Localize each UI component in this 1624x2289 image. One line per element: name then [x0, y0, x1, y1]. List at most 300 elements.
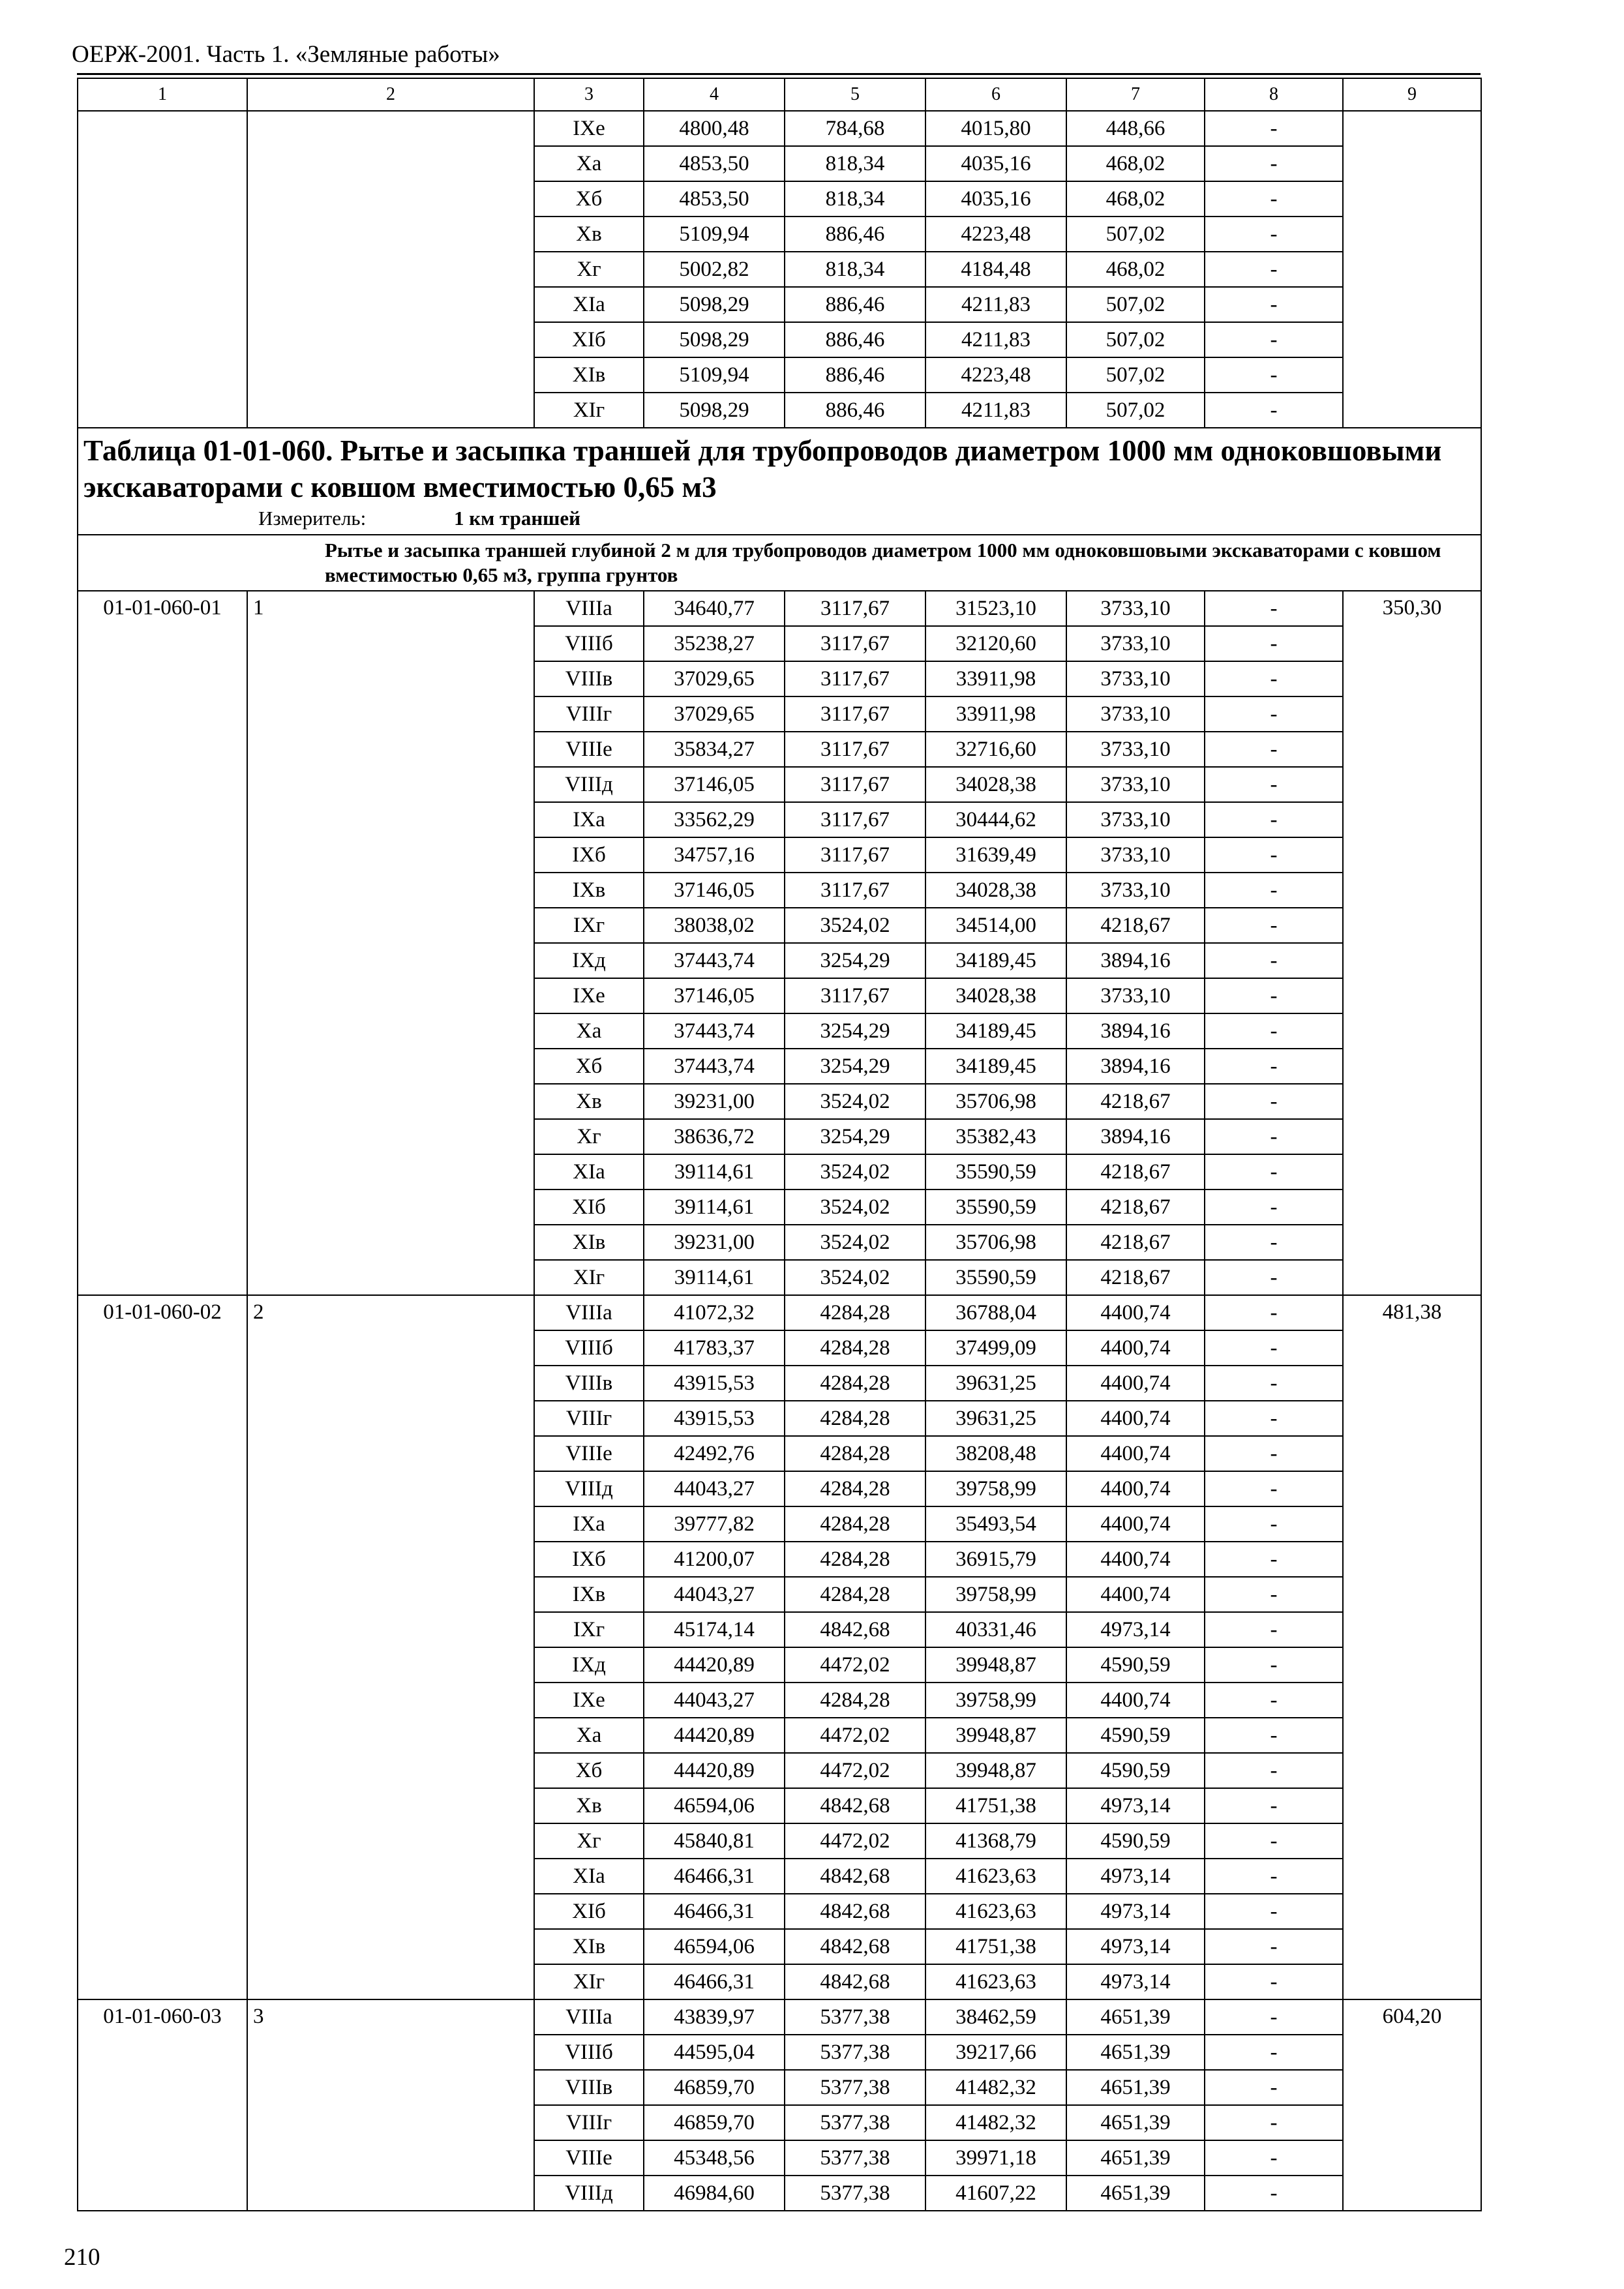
labor-cell	[1343, 111, 1481, 428]
column-number-cell: 7	[1066, 78, 1205, 111]
total-cost-cell: 46984,60	[644, 2176, 785, 2211]
machines-cell: 32716,60	[925, 732, 1066, 767]
materials-cell: -	[1205, 181, 1343, 217]
soil-group-cell: Xг	[534, 1119, 644, 1154]
labor-cell: 350,30	[1343, 591, 1481, 1295]
machines-cell: 33911,98	[925, 661, 1066, 696]
wages-cell: 3524,02	[785, 1084, 925, 1119]
total-cost-cell: 46466,31	[644, 1894, 785, 1929]
wages-cell: 5377,38	[785, 2176, 925, 2211]
materials-cell: -	[1205, 357, 1343, 393]
machinist-wages-cell: 507,02	[1066, 322, 1205, 357]
wages-cell: 4284,28	[785, 1401, 925, 1436]
materials-cell: -	[1205, 2105, 1343, 2140]
machines-cell: 35590,59	[925, 1189, 1066, 1225]
total-cost-cell: 44043,27	[644, 1683, 785, 1718]
machines-cell: 34028,38	[925, 767, 1066, 802]
wages-cell: 4472,02	[785, 1718, 925, 1753]
soil-group-cell: VIIIа	[534, 1999, 644, 2035]
machinist-wages-cell: 4400,74	[1066, 1401, 1205, 1436]
machinist-wages-cell: 3733,10	[1066, 767, 1205, 802]
total-cost-cell: 41200,07	[644, 1542, 785, 1577]
machinist-wages-cell: 3894,16	[1066, 1119, 1205, 1154]
wages-cell: 3254,29	[785, 1049, 925, 1084]
soil-group-cell: VIIIв	[534, 661, 644, 696]
materials-cell: -	[1205, 1542, 1343, 1577]
machinist-wages-cell: 507,02	[1066, 393, 1205, 428]
soil-group-cell: VIIIв	[534, 2070, 644, 2105]
total-cost-cell: 44420,89	[644, 1647, 785, 1683]
total-cost-cell: 43915,53	[644, 1401, 785, 1436]
column-number-cell: 6	[925, 78, 1066, 111]
machinist-wages-cell: 4400,74	[1066, 1436, 1205, 1471]
soil-group-cell: VIIIб	[534, 2035, 644, 2070]
table-title: Таблица 01-01-060. Рытье и засыпка траншей для трубопроводов диаметром 1000 мм одноковшовыми экскаваторами с ковшом вместимостью 0,65 м3	[83, 434, 1442, 503]
machines-cell: 39948,87	[925, 1647, 1066, 1683]
machinist-wages-cell: 3894,16	[1066, 1013, 1205, 1049]
materials-cell: -	[1205, 1506, 1343, 1542]
total-cost-cell: 5109,94	[644, 217, 785, 252]
materials-cell: -	[1205, 322, 1343, 357]
machinist-wages-cell: 4400,74	[1066, 1471, 1205, 1506]
wages-cell: 4842,68	[785, 1788, 925, 1823]
machinist-wages-cell: 4218,67	[1066, 1225, 1205, 1260]
wages-cell: 784,68	[785, 111, 925, 146]
machines-cell: 4035,16	[925, 146, 1066, 181]
column-number-cell: 3	[534, 78, 644, 111]
machinist-wages-cell: 3733,10	[1066, 837, 1205, 873]
machinist-wages-cell: 4400,74	[1066, 1683, 1205, 1718]
materials-cell: -	[1205, 1119, 1343, 1154]
column-number-cell: 9	[1343, 78, 1481, 111]
materials-cell: -	[1205, 1401, 1343, 1436]
machines-cell: 41623,63	[925, 1859, 1066, 1894]
machinist-wages-cell: 4973,14	[1066, 1859, 1205, 1894]
total-cost-cell: 35238,27	[644, 626, 785, 661]
machinist-wages-cell: 4590,59	[1066, 1823, 1205, 1859]
machinist-wages-cell: 4218,67	[1066, 908, 1205, 943]
total-cost-cell: 46859,70	[644, 2105, 785, 2140]
materials-cell: -	[1205, 978, 1343, 1013]
unit-line	[258, 505, 1475, 534]
machines-cell: 36915,79	[925, 1542, 1066, 1577]
total-cost-cell: 37146,05	[644, 767, 785, 802]
materials-cell: -	[1205, 767, 1343, 802]
materials-cell: -	[1205, 1788, 1343, 1823]
soil-group-cell: VIIIе	[534, 1436, 644, 1471]
soil-group-cell: XIб	[534, 322, 644, 357]
wages-cell: 818,34	[785, 146, 925, 181]
table-row	[78, 1295, 1481, 1330]
soil-group-cell: Xб	[534, 1753, 644, 1788]
wages-cell: 3117,67	[785, 591, 925, 626]
wages-cell: 4472,02	[785, 1823, 925, 1859]
materials-cell: -	[1205, 1859, 1343, 1894]
machines-cell: 39631,25	[925, 1401, 1066, 1436]
soil-group-cell: VIIIв	[534, 1366, 644, 1401]
total-cost-cell: 34640,77	[644, 591, 785, 626]
soil-group-cell: IXе	[534, 111, 644, 146]
wages-cell: 886,46	[785, 393, 925, 428]
soil-group-cell: VIIIд	[534, 2176, 644, 2211]
wages-cell: 3117,67	[785, 767, 925, 802]
materials-cell: -	[1205, 1823, 1343, 1859]
machines-cell: 39948,87	[925, 1718, 1066, 1753]
total-cost-cell: 33562,29	[644, 802, 785, 837]
column-number-cell: 1	[78, 78, 247, 111]
wages-cell: 4842,68	[785, 1894, 925, 1929]
wages-cell: 3254,29	[785, 943, 925, 978]
soil-group-cell: VIIIб	[534, 1330, 644, 1366]
machines-cell: 41368,79	[925, 1823, 1066, 1859]
machinist-wages-cell: 3894,16	[1066, 943, 1205, 978]
total-cost-cell: 46466,31	[644, 1859, 785, 1894]
wages-cell: 3524,02	[785, 1260, 925, 1295]
subheader-row	[78, 535, 1481, 591]
column-number-row	[78, 78, 1481, 111]
machines-cell: 4211,83	[925, 393, 1066, 428]
materials-cell: -	[1205, 1647, 1343, 1683]
wages-cell: 4842,68	[785, 1964, 925, 1999]
machines-cell: 31523,10	[925, 591, 1066, 626]
total-cost-cell: 37146,05	[644, 978, 785, 1013]
subheader-cell: Рытье и засыпка траншей глубиной 2 м для трубопроводов диаметром 1000 мм одноковшовыми экскаваторами с ковшом вместимостью 0,65 м3, группа грунтов	[78, 535, 1481, 591]
wages-cell: 818,34	[785, 181, 925, 217]
machines-cell: 38462,59	[925, 1999, 1066, 2035]
machines-cell: 4035,16	[925, 181, 1066, 217]
wages-cell: 4842,68	[785, 1929, 925, 1964]
materials-cell: -	[1205, 217, 1343, 252]
total-cost-cell: 4853,50	[644, 181, 785, 217]
machines-cell: 35706,98	[925, 1225, 1066, 1260]
wages-cell: 4284,28	[785, 1506, 925, 1542]
unit-value: 1 км траншей	[454, 507, 580, 530]
materials-cell: -	[1205, 1894, 1343, 1929]
machinist-wages-cell: 4400,74	[1066, 1295, 1205, 1330]
soil-group-cell: VIIIд	[534, 1471, 644, 1506]
wages-cell: 3524,02	[785, 1189, 925, 1225]
soil-group-cell: XIг	[534, 1260, 644, 1295]
total-cost-cell: 34757,16	[644, 837, 785, 873]
wages-cell: 4284,28	[785, 1577, 925, 1612]
materials-cell: -	[1205, 1260, 1343, 1295]
machines-cell: 41482,32	[925, 2105, 1066, 2140]
machinist-wages-cell: 3733,10	[1066, 802, 1205, 837]
wages-cell: 3117,67	[785, 661, 925, 696]
table-title-row	[78, 428, 1481, 535]
machinist-wages-cell: 3733,10	[1066, 873, 1205, 908]
machines-cell: 4015,80	[925, 111, 1066, 146]
unit-label: Измеритель:	[258, 507, 367, 530]
soil-group-cell: XIг	[534, 393, 644, 428]
soil-group-cell: Xб	[534, 1049, 644, 1084]
total-cost-cell: 37443,74	[644, 943, 785, 978]
wages-cell: 3524,02	[785, 908, 925, 943]
soil-group-cell: Xг	[534, 1823, 644, 1859]
wages-cell: 3117,67	[785, 696, 925, 732]
soil-group-cell: Xг	[534, 252, 644, 287]
materials-cell: -	[1205, 1577, 1343, 1612]
machines-cell: 4223,48	[925, 357, 1066, 393]
table-row	[78, 1999, 1481, 2035]
column-number-cell: 2	[247, 78, 534, 111]
soil-group-cell: IXб	[534, 1542, 644, 1577]
table-title-cell	[78, 428, 1481, 535]
running-header: ОЕРЖ-2001. Часть 1. «Земляные работы»	[72, 41, 500, 68]
wages-cell: 4842,68	[785, 1859, 925, 1894]
materials-cell: -	[1205, 802, 1343, 837]
total-cost-cell: 39231,00	[644, 1084, 785, 1119]
machinist-wages-cell: 4218,67	[1066, 1260, 1205, 1295]
machines-cell: 40331,46	[925, 1612, 1066, 1647]
materials-cell: -	[1205, 393, 1343, 428]
wages-cell: 3524,02	[785, 1154, 925, 1189]
soil-group-cell: XIа	[534, 287, 644, 322]
machines-cell: 39758,99	[925, 1683, 1066, 1718]
total-cost-cell: 38038,02	[644, 908, 785, 943]
soil-group-cell: XIа	[534, 1859, 644, 1894]
soil-group-cell: IXв	[534, 873, 644, 908]
wages-cell: 4472,02	[785, 1753, 925, 1788]
machinist-wages-cell: 4400,74	[1066, 1366, 1205, 1401]
soil-group-cell: IXб	[534, 837, 644, 873]
machinist-wages-cell: 4651,39	[1066, 2035, 1205, 2070]
total-cost-cell: 43839,97	[644, 1999, 785, 2035]
wages-cell: 5377,38	[785, 2035, 925, 2070]
machines-cell: 39971,18	[925, 2140, 1066, 2176]
machinist-wages-cell: 468,02	[1066, 252, 1205, 287]
machines-cell: 34028,38	[925, 873, 1066, 908]
page-number: 210	[64, 2244, 100, 2271]
materials-cell: -	[1205, 2070, 1343, 2105]
materials-cell: -	[1205, 837, 1343, 873]
machines-cell: 4223,48	[925, 217, 1066, 252]
machinist-wages-cell: 3733,10	[1066, 626, 1205, 661]
machines-cell: 35382,43	[925, 1119, 1066, 1154]
machines-cell: 34189,45	[925, 1049, 1066, 1084]
soil-group-cell: IXе	[534, 1683, 644, 1718]
column-number-cell: 4	[644, 78, 785, 111]
total-cost-cell: 42492,76	[644, 1436, 785, 1471]
soil-group-cell: XIв	[534, 357, 644, 393]
name-cell: 3	[247, 1999, 534, 2211]
machines-cell: 39758,99	[925, 1471, 1066, 1506]
soil-group-cell: IXв	[534, 1577, 644, 1612]
materials-cell: -	[1205, 1330, 1343, 1366]
table-row	[78, 591, 1481, 626]
materials-cell: -	[1205, 1612, 1343, 1647]
materials-cell: -	[1205, 111, 1343, 146]
wages-cell: 4284,28	[785, 1683, 925, 1718]
total-cost-cell: 4800,48	[644, 111, 785, 146]
labor-cell: 481,38	[1343, 1295, 1481, 1999]
machines-cell: 4211,83	[925, 287, 1066, 322]
soil-group-cell: VIIIа	[534, 1295, 644, 1330]
wages-cell: 4284,28	[785, 1436, 925, 1471]
total-cost-cell: 46594,06	[644, 1788, 785, 1823]
total-cost-cell: 39777,82	[644, 1506, 785, 1542]
soil-group-cell: Xа	[534, 146, 644, 181]
materials-cell: -	[1205, 2176, 1343, 2211]
materials-cell: -	[1205, 2035, 1343, 2070]
machinist-wages-cell: 4651,39	[1066, 2176, 1205, 2211]
machines-cell: 39948,87	[925, 1753, 1066, 1788]
name-cell	[247, 111, 534, 428]
soil-group-cell: IXе	[534, 978, 644, 1013]
total-cost-cell: 43915,53	[644, 1366, 785, 1401]
code-cell: 01-01-060-03	[78, 1999, 247, 2211]
wages-cell: 5377,38	[785, 2070, 925, 2105]
machines-cell: 35706,98	[925, 1084, 1066, 1119]
machinist-wages-cell: 507,02	[1066, 217, 1205, 252]
machines-cell: 38208,48	[925, 1436, 1066, 1471]
total-cost-cell: 5098,29	[644, 393, 785, 428]
total-cost-cell: 39231,00	[644, 1225, 785, 1260]
total-cost-cell: 5002,82	[644, 252, 785, 287]
soil-group-cell: IXд	[534, 1647, 644, 1683]
materials-cell: -	[1205, 591, 1343, 626]
soil-group-cell: XIв	[534, 1929, 644, 1964]
column-number-cell: 5	[785, 78, 925, 111]
materials-cell: -	[1205, 1471, 1343, 1506]
soil-group-cell: VIIIд	[534, 767, 644, 802]
machines-cell: 41482,32	[925, 2070, 1066, 2105]
machines-cell: 34028,38	[925, 978, 1066, 1013]
soil-group-cell: VIIIб	[534, 626, 644, 661]
table-row	[78, 111, 1481, 146]
wages-cell: 3117,67	[785, 837, 925, 873]
machinist-wages-cell: 4218,67	[1066, 1084, 1205, 1119]
materials-cell: -	[1205, 626, 1343, 661]
soil-group-cell: VIIIг	[534, 696, 644, 732]
machinist-wages-cell: 4973,14	[1066, 1612, 1205, 1647]
machines-cell: 39758,99	[925, 1577, 1066, 1612]
soil-group-cell: Xа	[534, 1718, 644, 1753]
total-cost-cell: 46859,70	[644, 2070, 785, 2105]
total-cost-cell: 45348,56	[644, 2140, 785, 2176]
machinist-wages-cell: 468,02	[1066, 146, 1205, 181]
machinist-wages-cell: 3733,10	[1066, 978, 1205, 1013]
soil-group-cell: IXд	[534, 943, 644, 978]
code-cell	[78, 111, 247, 428]
total-cost-cell: 37029,65	[644, 696, 785, 732]
machinist-wages-cell: 3733,10	[1066, 591, 1205, 626]
materials-cell: -	[1205, 146, 1343, 181]
wages-cell: 3117,67	[785, 873, 925, 908]
total-cost-cell: 46466,31	[644, 1964, 785, 1999]
total-cost-cell: 37146,05	[644, 873, 785, 908]
machinist-wages-cell: 4400,74	[1066, 1577, 1205, 1612]
soil-group-cell: Xа	[534, 1013, 644, 1049]
machinist-wages-cell: 4400,74	[1066, 1506, 1205, 1542]
materials-cell: -	[1205, 1683, 1343, 1718]
machines-cell: 4211,83	[925, 322, 1066, 357]
materials-cell: -	[1205, 1366, 1343, 1401]
machines-cell: 35493,54	[925, 1506, 1066, 1542]
table-body	[78, 78, 1481, 2211]
machinist-wages-cell: 4590,59	[1066, 1718, 1205, 1753]
machines-cell: 35590,59	[925, 1154, 1066, 1189]
machinist-wages-cell: 3894,16	[1066, 1049, 1205, 1084]
machinist-wages-cell: 4218,67	[1066, 1189, 1205, 1225]
name-cell: 1	[247, 591, 534, 1295]
machines-cell: 34189,45	[925, 943, 1066, 978]
wages-cell: 4284,28	[785, 1366, 925, 1401]
soil-group-cell: XIа	[534, 1154, 644, 1189]
machinist-wages-cell: 4400,74	[1066, 1542, 1205, 1577]
wages-cell: 5377,38	[785, 1999, 925, 2035]
materials-cell: -	[1205, 1753, 1343, 1788]
total-cost-cell: 37443,74	[644, 1049, 785, 1084]
materials-cell: -	[1205, 1718, 1343, 1753]
total-cost-cell: 5098,29	[644, 287, 785, 322]
materials-cell: -	[1205, 1295, 1343, 1330]
total-cost-cell: 38636,72	[644, 1119, 785, 1154]
machines-cell: 33911,98	[925, 696, 1066, 732]
materials-cell: -	[1205, 943, 1343, 978]
machines-cell: 37499,09	[925, 1330, 1066, 1366]
total-cost-cell: 37029,65	[644, 661, 785, 696]
machines-cell: 41751,38	[925, 1788, 1066, 1823]
wages-cell: 4284,28	[785, 1295, 925, 1330]
code-cell: 01-01-060-01	[78, 591, 247, 1295]
materials-cell: -	[1205, 908, 1343, 943]
materials-cell: -	[1205, 1189, 1343, 1225]
machinist-wages-cell: 507,02	[1066, 357, 1205, 393]
materials-cell: -	[1205, 2140, 1343, 2176]
soil-group-cell: IXг	[534, 1612, 644, 1647]
materials-cell: -	[1205, 1929, 1343, 1964]
soil-group-cell: Xв	[534, 1084, 644, 1119]
soil-group-cell: XIг	[534, 1964, 644, 1999]
total-cost-cell: 4853,50	[644, 146, 785, 181]
soil-group-cell: Xв	[534, 1788, 644, 1823]
total-cost-cell: 5098,29	[644, 322, 785, 357]
machinist-wages-cell: 4651,39	[1066, 2105, 1205, 2140]
labor-cell: 604,20	[1343, 1999, 1481, 2211]
machines-cell: 32120,60	[925, 626, 1066, 661]
code-cell: 01-01-060-02	[78, 1295, 247, 1999]
machines-cell: 36788,04	[925, 1295, 1066, 1330]
total-cost-cell: 35834,27	[644, 732, 785, 767]
machinist-wages-cell: 4973,14	[1066, 1788, 1205, 1823]
total-cost-cell: 39114,61	[644, 1154, 785, 1189]
materials-cell: -	[1205, 661, 1343, 696]
soil-group-cell: XIв	[534, 1225, 644, 1260]
machinist-wages-cell: 468,02	[1066, 181, 1205, 217]
column-number-cell: 8	[1205, 78, 1343, 111]
machinist-wages-cell: 4400,74	[1066, 1330, 1205, 1366]
machines-cell: 41607,22	[925, 2176, 1066, 2211]
soil-group-cell: VIIIг	[534, 1401, 644, 1436]
materials-cell: -	[1205, 696, 1343, 732]
wages-cell: 3117,67	[785, 626, 925, 661]
machines-cell: 30444,62	[925, 802, 1066, 837]
total-cost-cell: 39114,61	[644, 1260, 785, 1295]
machines-cell: 41623,63	[925, 1894, 1066, 1929]
machines-cell: 4184,48	[925, 252, 1066, 287]
wages-cell: 3117,67	[785, 802, 925, 837]
materials-cell: -	[1205, 1049, 1343, 1084]
materials-cell: -	[1205, 732, 1343, 767]
total-cost-cell: 44043,27	[644, 1471, 785, 1506]
total-cost-cell: 5109,94	[644, 357, 785, 393]
machinist-wages-cell: 3733,10	[1066, 696, 1205, 732]
soil-group-cell: IXа	[534, 1506, 644, 1542]
soil-group-cell: XIб	[534, 1189, 644, 1225]
rates-table	[77, 78, 1482, 2211]
machines-cell: 31639,49	[925, 837, 1066, 873]
